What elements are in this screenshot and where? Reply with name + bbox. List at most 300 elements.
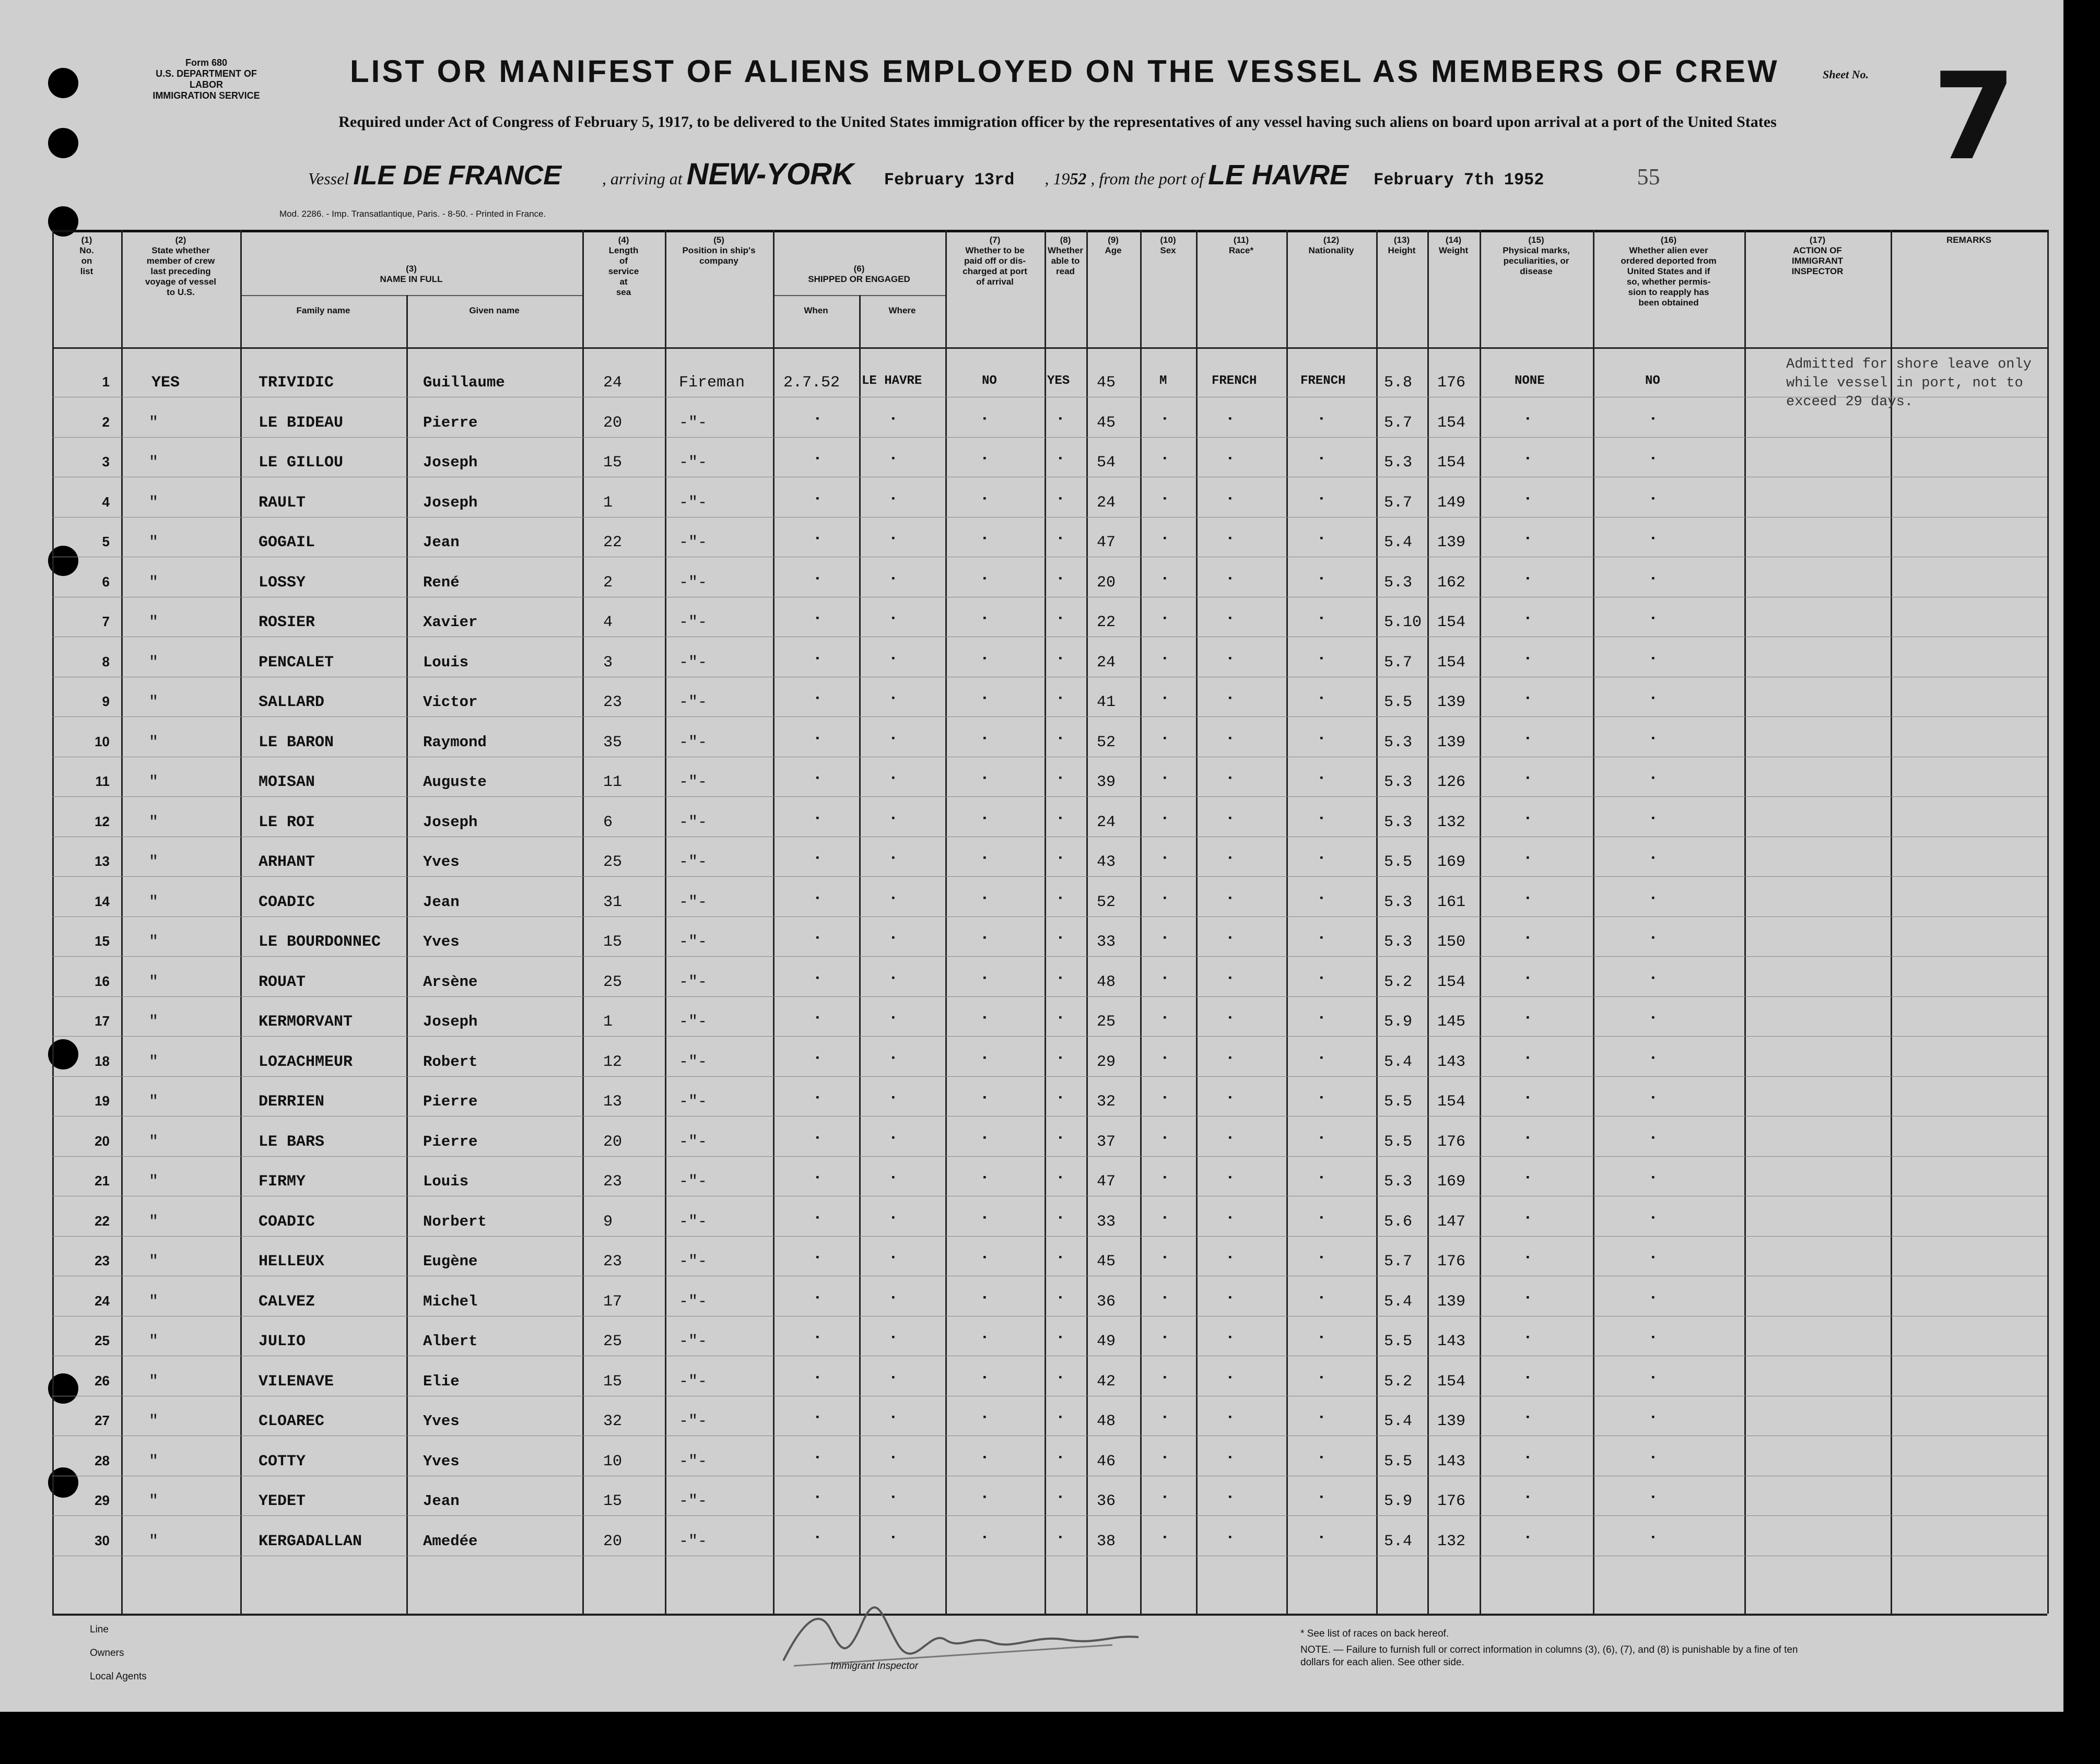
row-number: 2 bbox=[102, 414, 110, 430]
ditto-position: -"- bbox=[679, 1173, 708, 1191]
height: 5.3 bbox=[1384, 813, 1413, 831]
weight: 139 bbox=[1437, 1292, 1466, 1311]
ditto-position: -"- bbox=[679, 1532, 708, 1550]
column-rule bbox=[773, 230, 775, 1614]
ditto-mark: ▪ bbox=[982, 454, 988, 464]
ditto-mark: ▪ bbox=[982, 693, 988, 704]
age: 37 bbox=[1097, 1133, 1116, 1151]
weight: 161 bbox=[1437, 893, 1466, 911]
ditto-mark: ▪ bbox=[1650, 893, 1656, 904]
ditto-previous-voyage: " bbox=[149, 1452, 159, 1471]
row-number: 22 bbox=[95, 1213, 110, 1229]
row-number: 3 bbox=[102, 454, 110, 469]
ditto-mark: ▪ bbox=[890, 573, 896, 584]
height: 5.9 bbox=[1384, 1013, 1413, 1031]
row-number: 6 bbox=[102, 573, 110, 590]
given-name: Xavier bbox=[423, 614, 478, 631]
height: 5.5 bbox=[1384, 1452, 1413, 1471]
ditto-mark: ▪ bbox=[1227, 454, 1233, 464]
subtitle: Required under Act of Congress of February 5, 1917, to be delivered to the United States immigration officer by the representatives of any vessel having such aliens on board upon arrival at a port of the United States bbox=[338, 113, 1777, 131]
ditto-previous-voyage: " bbox=[149, 1292, 159, 1311]
column-rule bbox=[1427, 230, 1429, 1614]
shipped-where-value: LE HAVRE bbox=[862, 374, 922, 388]
ditto-mark: ▪ bbox=[815, 973, 820, 984]
ditto-position: -"- bbox=[679, 1492, 708, 1510]
column-rule bbox=[945, 230, 947, 1614]
row-number: 16 bbox=[95, 973, 110, 989]
row-rule bbox=[52, 916, 2047, 917]
given-name: Yves bbox=[423, 853, 460, 871]
ditto-mark: ▪ bbox=[1058, 933, 1063, 944]
ditto-position: -"- bbox=[679, 1413, 708, 1430]
column-rule bbox=[859, 295, 861, 1614]
row-number: 9 bbox=[102, 693, 110, 709]
age: 43 bbox=[1097, 853, 1116, 871]
ditto-mark: ▪ bbox=[1162, 733, 1168, 744]
penalty-note: NOTE. — Failure to furnish full or correct information in columns (3), (6), (7), and (8) is punishable by a fine of ten dollars for each alien. See other side. bbox=[1300, 1644, 1798, 1668]
age: 33 bbox=[1097, 933, 1116, 951]
ditto-mark: ▪ bbox=[1058, 893, 1063, 904]
shipped-when-value: 2.7.52 bbox=[783, 374, 840, 392]
ditto-mark: ▪ bbox=[815, 414, 820, 425]
height: 5.7 bbox=[1384, 493, 1413, 512]
height: 5.6 bbox=[1384, 1213, 1413, 1231]
ditto-mark: ▪ bbox=[815, 773, 820, 784]
ditto-previous-voyage: " bbox=[149, 1173, 159, 1191]
ditto-mark: ▪ bbox=[1650, 454, 1656, 464]
read-value: YES bbox=[1047, 374, 1070, 388]
ditto-previous-voyage: " bbox=[149, 653, 159, 672]
given-name: Eugène bbox=[423, 1253, 478, 1270]
ditto-position: -"- bbox=[679, 614, 708, 631]
ditto-mark: ▪ bbox=[982, 1173, 988, 1183]
family-name: COADIC bbox=[259, 893, 315, 911]
ditto-mark: ▪ bbox=[1227, 933, 1233, 944]
ditto-mark: ▪ bbox=[1319, 614, 1324, 624]
column-rule bbox=[240, 230, 242, 1614]
ditto-mark: ▪ bbox=[1319, 933, 1324, 944]
ditto-mark: ▪ bbox=[1650, 1013, 1656, 1024]
family-name: COTTY bbox=[259, 1452, 306, 1471]
ditto-mark: ▪ bbox=[1058, 1213, 1063, 1224]
weight: 176 bbox=[1437, 374, 1466, 392]
ditto-mark: ▪ bbox=[1227, 1333, 1233, 1343]
header-c17: (17) ACTION OF IMMIGRANT INSPECTOR bbox=[1791, 235, 1844, 276]
sheet-number: 7 bbox=[1932, 48, 2016, 187]
age: 20 bbox=[1097, 573, 1116, 592]
ditto-mark: ▪ bbox=[1162, 1133, 1168, 1144]
ditto-mark: ▪ bbox=[1227, 1413, 1233, 1423]
previous-voyage-value: YES bbox=[151, 374, 180, 392]
given-name: Auguste bbox=[423, 773, 487, 791]
column-rule bbox=[121, 230, 123, 1614]
age: 24 bbox=[1097, 493, 1116, 512]
ditto-position: -"- bbox=[679, 773, 708, 791]
age: 45 bbox=[1097, 374, 1116, 392]
ditto-mark: ▪ bbox=[1525, 1292, 1531, 1303]
ditto-mark: ▪ bbox=[1525, 454, 1531, 464]
row-rule bbox=[52, 517, 2047, 518]
age: 47 bbox=[1097, 534, 1116, 551]
paid-off-value: NO bbox=[982, 374, 997, 388]
header-c8: (8) Whether able to read bbox=[1048, 235, 1083, 276]
ditto-mark: ▪ bbox=[1162, 813, 1168, 824]
ditto-mark: ▪ bbox=[1319, 1372, 1324, 1383]
ditto-position: -"- bbox=[679, 1133, 708, 1151]
ditto-mark: ▪ bbox=[890, 1133, 896, 1144]
ditto-mark: ▪ bbox=[1058, 653, 1063, 664]
form-service: IMMIGRATION SERVICE bbox=[152, 90, 260, 101]
vessel-line bbox=[308, 157, 1660, 192]
family-name: RAULT bbox=[259, 493, 306, 512]
ditto-mark: ▪ bbox=[815, 813, 820, 824]
ditto-previous-voyage: " bbox=[149, 1053, 159, 1071]
ditto-mark: ▪ bbox=[982, 733, 988, 744]
position-value: Fireman bbox=[679, 374, 745, 392]
age: 25 bbox=[1097, 1013, 1116, 1031]
ditto-mark: ▪ bbox=[1227, 893, 1233, 904]
length-of-service: 35 bbox=[603, 733, 623, 751]
ditto-mark: ▪ bbox=[1319, 1452, 1324, 1463]
ditto-previous-voyage: " bbox=[149, 693, 159, 711]
ditto-mark: ▪ bbox=[1650, 1093, 1656, 1103]
ditto-mark: ▪ bbox=[982, 414, 988, 425]
family-name: LE GILLOU bbox=[259, 454, 344, 472]
column-rule bbox=[1376, 230, 1378, 1614]
ditto-mark: ▪ bbox=[1058, 1093, 1063, 1103]
given-name: Joseph bbox=[423, 454, 478, 471]
ditto-mark: ▪ bbox=[1058, 1173, 1063, 1183]
row-number: 11 bbox=[95, 773, 110, 789]
ditto-mark: ▪ bbox=[1650, 1452, 1656, 1463]
race-note: * See list of races on back hereof. bbox=[1300, 1628, 1449, 1639]
inspector-label: Immigrant Inspector bbox=[830, 1661, 918, 1672]
ditto-mark: ▪ bbox=[815, 1372, 820, 1383]
ditto-previous-voyage: " bbox=[149, 1253, 159, 1271]
age: 24 bbox=[1097, 813, 1116, 831]
ditto-mark: ▪ bbox=[1058, 1292, 1063, 1303]
weight: 176 bbox=[1437, 1253, 1466, 1271]
ditto-mark: ▪ bbox=[982, 493, 988, 504]
ditto-previous-voyage: " bbox=[149, 454, 159, 472]
ditto-mark: ▪ bbox=[890, 653, 896, 664]
ditto-mark: ▪ bbox=[1525, 973, 1531, 984]
ditto-mark: ▪ bbox=[1227, 1093, 1233, 1103]
ditto-previous-voyage: " bbox=[149, 893, 159, 911]
ditto-position: -"- bbox=[679, 1013, 708, 1031]
weight: 149 bbox=[1437, 493, 1466, 512]
ditto-mark: ▪ bbox=[1058, 573, 1063, 584]
ditto-mark: ▪ bbox=[1227, 573, 1233, 584]
ditto-mark: ▪ bbox=[1227, 1213, 1233, 1224]
age: 47 bbox=[1097, 1173, 1116, 1191]
column-rule bbox=[665, 230, 666, 1614]
age: 41 bbox=[1097, 693, 1116, 711]
height: 5.7 bbox=[1384, 414, 1413, 432]
ditto-mark: ▪ bbox=[815, 1173, 820, 1183]
height: 5.9 bbox=[1384, 1492, 1413, 1510]
ditto-mark: ▪ bbox=[1162, 534, 1168, 544]
ditto-mark: ▪ bbox=[982, 893, 988, 904]
ditto-mark: ▪ bbox=[890, 893, 896, 904]
ditto-mark: ▪ bbox=[1319, 1492, 1324, 1503]
ditto-mark: ▪ bbox=[1058, 534, 1063, 544]
ditto-position: -"- bbox=[679, 493, 708, 512]
ditto-previous-voyage: " bbox=[149, 1093, 159, 1111]
ditto-mark: ▪ bbox=[890, 693, 896, 704]
height: 5.4 bbox=[1384, 1413, 1413, 1430]
length-of-service: 24 bbox=[603, 374, 623, 392]
weight: 169 bbox=[1437, 853, 1466, 871]
ditto-mark: ▪ bbox=[890, 493, 896, 504]
header-c10: (10) Sex bbox=[1160, 235, 1176, 255]
ditto-mark: ▪ bbox=[1525, 1372, 1531, 1383]
ditto-mark: ▪ bbox=[982, 1253, 988, 1263]
age: 49 bbox=[1097, 1333, 1116, 1350]
given-name: Louis bbox=[423, 653, 469, 671]
ditto-mark: ▪ bbox=[1525, 853, 1531, 864]
row-number: 30 bbox=[95, 1532, 110, 1548]
length-of-service: 1 bbox=[603, 1013, 613, 1031]
nationality-value: FRENCH bbox=[1300, 374, 1346, 388]
ditto-mark: ▪ bbox=[890, 1253, 896, 1263]
given-name: Pierre bbox=[423, 1093, 478, 1110]
ditto-mark: ▪ bbox=[1058, 1532, 1063, 1543]
ditto-mark: ▪ bbox=[815, 1013, 820, 1024]
ditto-mark: ▪ bbox=[982, 1292, 988, 1303]
ditto-position: -"- bbox=[679, 573, 708, 592]
length-of-service: 13 bbox=[603, 1093, 623, 1111]
ditto-previous-voyage: " bbox=[149, 773, 159, 791]
ditto-mark: ▪ bbox=[1227, 493, 1233, 504]
weight: 176 bbox=[1437, 1133, 1466, 1151]
ditto-mark: ▪ bbox=[982, 1333, 988, 1343]
ditto-mark: ▪ bbox=[1319, 534, 1324, 544]
ditto-mark: ▪ bbox=[1525, 1492, 1531, 1503]
height: 5.5 bbox=[1384, 1133, 1413, 1151]
column-rule bbox=[1045, 230, 1046, 1614]
ditto-mark: ▪ bbox=[982, 1093, 988, 1103]
ditto-previous-voyage: " bbox=[149, 573, 159, 592]
ditto-mark: ▪ bbox=[1650, 1133, 1656, 1144]
ditto-mark: ▪ bbox=[1227, 973, 1233, 984]
length-of-service: 12 bbox=[603, 1053, 623, 1071]
ditto-mark: ▪ bbox=[890, 1213, 896, 1224]
header-c5: (5) Position in ship's company bbox=[682, 235, 756, 266]
ditto-mark: ▪ bbox=[1650, 1053, 1656, 1064]
ditto-mark: ▪ bbox=[1650, 1173, 1656, 1183]
ditto-mark: ▪ bbox=[1525, 1452, 1531, 1463]
ditto-mark: ▪ bbox=[982, 1213, 988, 1224]
length-of-service: 15 bbox=[603, 454, 623, 472]
header-c7: (7) Whether to be paid off or dis- charged at port of arrival bbox=[963, 235, 1027, 287]
weight: 162 bbox=[1437, 573, 1466, 592]
ditto-position: -"- bbox=[679, 1452, 708, 1471]
row-rule bbox=[52, 716, 2047, 717]
given-name: Raymond bbox=[423, 733, 487, 751]
ditto-mark: ▪ bbox=[1227, 653, 1233, 664]
header-c11: (11) Race* bbox=[1228, 235, 1254, 255]
ditto-mark: ▪ bbox=[1319, 813, 1324, 824]
ditto-mark: ▪ bbox=[1162, 1213, 1168, 1224]
ditto-position: -"- bbox=[679, 893, 708, 911]
print-note: Mod. 2286. - Imp. Transatlantique, Paris. - 8-50. - Printed in France. bbox=[279, 209, 546, 219]
ditto-mark: ▪ bbox=[890, 614, 896, 624]
given-name: Norbert bbox=[423, 1213, 487, 1230]
ditto-mark: ▪ bbox=[1525, 813, 1531, 824]
ditto-mark: ▪ bbox=[1227, 853, 1233, 864]
ditto-mark: ▪ bbox=[1525, 1253, 1531, 1263]
ditto-mark: ▪ bbox=[1162, 614, 1168, 624]
ditto-mark: ▪ bbox=[1525, 614, 1531, 624]
ditto-mark: ▪ bbox=[1650, 1492, 1656, 1503]
ditto-mark: ▪ bbox=[1162, 933, 1168, 944]
ditto-mark: ▪ bbox=[1650, 493, 1656, 504]
ditto-mark: ▪ bbox=[1319, 1292, 1324, 1303]
column-rule bbox=[1593, 230, 1594, 1614]
ditto-mark: ▪ bbox=[1162, 1053, 1168, 1064]
family-name: GOGAIL bbox=[259, 534, 315, 551]
ditto-mark: ▪ bbox=[1227, 1452, 1233, 1463]
subheader-c6a: When bbox=[804, 305, 828, 315]
family-name: KERGADALLAN bbox=[259, 1532, 362, 1550]
ditto-mark: ▪ bbox=[982, 614, 988, 624]
ditto-mark: ▪ bbox=[1227, 1013, 1233, 1024]
family-name: ROSIER bbox=[259, 614, 315, 631]
given-name: Jean bbox=[423, 893, 460, 911]
ditto-mark: ▪ bbox=[1650, 973, 1656, 984]
ditto-mark: ▪ bbox=[1058, 693, 1063, 704]
ditto-mark: ▪ bbox=[1319, 1532, 1324, 1543]
row-number: 25 bbox=[95, 1333, 110, 1348]
ditto-mark: ▪ bbox=[982, 1053, 988, 1064]
ditto-mark: ▪ bbox=[1650, 693, 1656, 704]
ditto-mark: ▪ bbox=[1650, 1213, 1656, 1224]
ditto-position: -"- bbox=[679, 733, 708, 751]
given-name: Guillaume bbox=[423, 374, 505, 391]
age: 42 bbox=[1097, 1372, 1116, 1391]
family-name: LE BOURDONNEC bbox=[259, 933, 381, 951]
ditto-mark: ▪ bbox=[890, 1013, 896, 1024]
ditto-mark: ▪ bbox=[1162, 414, 1168, 425]
ditto-mark: ▪ bbox=[982, 1372, 988, 1383]
length-of-service: 10 bbox=[603, 1452, 623, 1471]
ditto-mark: ▪ bbox=[815, 1133, 820, 1144]
given-name: Michel bbox=[423, 1292, 478, 1310]
age: 24 bbox=[1097, 653, 1116, 672]
weight: 139 bbox=[1437, 693, 1466, 711]
ditto-mark: ▪ bbox=[1162, 773, 1168, 784]
age: 48 bbox=[1097, 1413, 1116, 1430]
row-rule bbox=[52, 1076, 2047, 1077]
row-number: 20 bbox=[95, 1133, 110, 1149]
height: 5.4 bbox=[1384, 534, 1413, 551]
given-name: René bbox=[423, 573, 460, 591]
ditto-mark: ▪ bbox=[1227, 534, 1233, 544]
ditto-position: -"- bbox=[679, 1372, 708, 1391]
ditto-mark: ▪ bbox=[890, 1452, 896, 1463]
ditto-mark: ▪ bbox=[1650, 853, 1656, 864]
ditto-mark: ▪ bbox=[982, 853, 988, 864]
height: 5.4 bbox=[1384, 1292, 1413, 1311]
header-c3: (3) NAME IN FULL bbox=[380, 264, 443, 284]
ditto-mark: ▪ bbox=[1319, 853, 1324, 864]
ditto-mark: ▪ bbox=[1525, 573, 1531, 584]
family-name: MOISAN bbox=[259, 773, 315, 791]
weight: 154 bbox=[1437, 1372, 1466, 1391]
ditto-mark: ▪ bbox=[1319, 893, 1324, 904]
ditto-mark: ▪ bbox=[815, 1213, 820, 1224]
height: 5.3 bbox=[1384, 1173, 1413, 1191]
ditto-mark: ▪ bbox=[1319, 733, 1324, 744]
ditto-mark: ▪ bbox=[1525, 693, 1531, 704]
ditto-mark: ▪ bbox=[1525, 493, 1531, 504]
ditto-previous-voyage: " bbox=[149, 1013, 159, 1031]
given-name: Joseph bbox=[423, 493, 478, 511]
row-number: 17 bbox=[95, 1013, 110, 1029]
ditto-mark: ▪ bbox=[815, 493, 820, 504]
ditto-position: -"- bbox=[679, 853, 708, 871]
column-rule bbox=[1086, 230, 1088, 1614]
punch-hole bbox=[48, 128, 78, 158]
ditto-mark: ▪ bbox=[1162, 653, 1168, 664]
length-of-service: 23 bbox=[603, 1253, 623, 1271]
ditto-mark: ▪ bbox=[1227, 1253, 1233, 1263]
ditto-mark: ▪ bbox=[1319, 1413, 1324, 1423]
ditto-mark: ▪ bbox=[890, 1292, 896, 1303]
length-of-service: 22 bbox=[603, 534, 623, 551]
ditto-mark: ▪ bbox=[815, 1253, 820, 1263]
ditto-mark: ▪ bbox=[1058, 1372, 1063, 1383]
ditto-mark: ▪ bbox=[815, 1333, 820, 1343]
height: 5.8 bbox=[1384, 374, 1413, 392]
ditto-mark: ▪ bbox=[890, 973, 896, 984]
ditto-mark: ▪ bbox=[890, 933, 896, 944]
family-name: LE ROI bbox=[259, 813, 315, 831]
ditto-mark: ▪ bbox=[1650, 933, 1656, 944]
ditto-previous-voyage: " bbox=[149, 1213, 159, 1231]
ditto-mark: ▪ bbox=[1227, 614, 1233, 624]
ditto-mark: ▪ bbox=[1525, 773, 1531, 784]
ditto-mark: ▪ bbox=[1227, 1292, 1233, 1303]
ditto-mark: ▪ bbox=[1650, 1413, 1656, 1423]
ditto-mark: ▪ bbox=[1525, 1133, 1531, 1144]
header-c4: (4) Length of service at sea bbox=[608, 235, 639, 297]
ditto-mark: ▪ bbox=[1227, 1173, 1233, 1183]
ditto-mark: ▪ bbox=[1058, 493, 1063, 504]
given-name: Joseph bbox=[423, 813, 478, 831]
ditto-mark: ▪ bbox=[1162, 1173, 1168, 1183]
ditto-mark: ▪ bbox=[1525, 893, 1531, 904]
ditto-previous-voyage: " bbox=[149, 1413, 159, 1430]
deported-value: NO bbox=[1645, 374, 1660, 388]
weight: 176 bbox=[1437, 1492, 1466, 1510]
ditto-mark: ▪ bbox=[1058, 1253, 1063, 1263]
age: 33 bbox=[1097, 1213, 1116, 1231]
row-number: 7 bbox=[102, 614, 110, 629]
ditto-position: -"- bbox=[679, 813, 708, 831]
given-name: Yves bbox=[423, 933, 460, 950]
height: 5.5 bbox=[1384, 1333, 1413, 1350]
ditto-position: -"- bbox=[679, 1292, 708, 1311]
footer-line-label: Line bbox=[90, 1624, 109, 1635]
length-of-service: 25 bbox=[603, 1333, 623, 1350]
ditto-mark: ▪ bbox=[1525, 1333, 1531, 1343]
weight: 154 bbox=[1437, 973, 1466, 991]
row-number: 8 bbox=[102, 653, 110, 669]
row-number: 14 bbox=[95, 893, 110, 909]
given-name: Victor bbox=[423, 693, 478, 711]
